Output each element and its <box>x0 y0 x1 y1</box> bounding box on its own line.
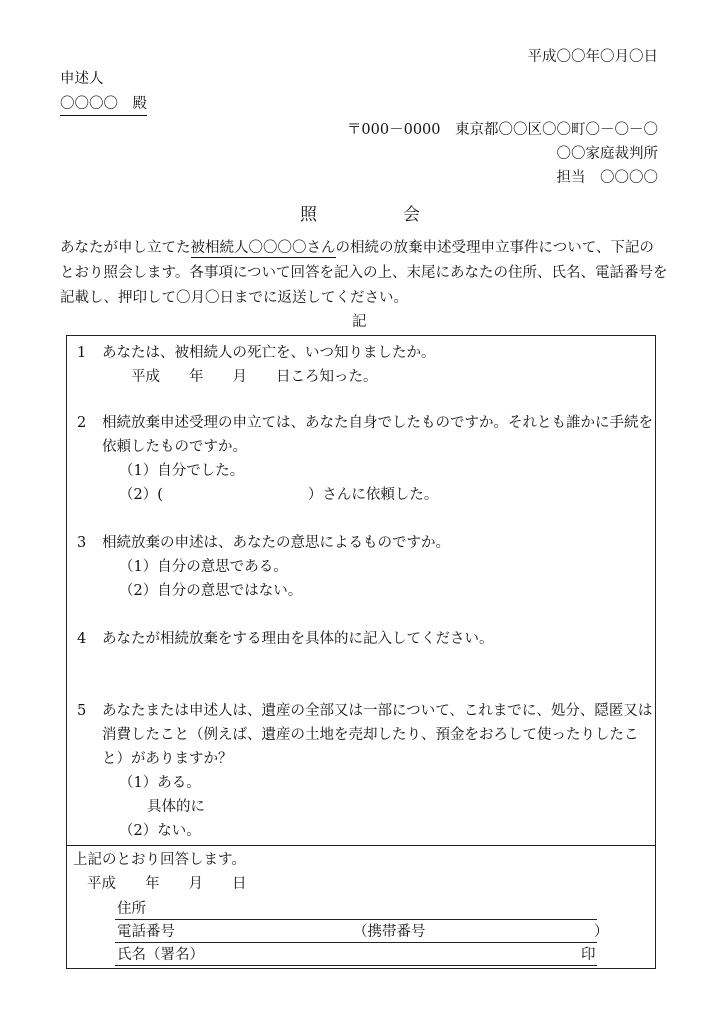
q5-text-3: と）がありますか？ <box>102 751 233 767</box>
reply-divider <box>67 845 655 846</box>
q3-option-1: （1）自分の意思である。 <box>119 559 288 575</box>
intro-pre: あなたが申し立てた <box>60 240 191 256</box>
reply-date: 平成 年 月 日 <box>87 876 247 892</box>
court-address: 〒000－0000 東京都〇〇区〇〇町〇－〇－〇 <box>346 122 658 138</box>
intro-line-1 <box>60 241 654 256</box>
q1-answer: 平成 年 月 日ころ知った。 <box>131 369 378 385</box>
q3-number: 3 <box>77 535 87 551</box>
q1-text: あなたは、被相続人の死亡を、いつ知りましたか。 <box>102 345 436 361</box>
q2-text-2: 依頼したものですか。 <box>102 439 247 455</box>
q2-number: 2 <box>77 415 87 431</box>
q5-option-1: （1）ある。 <box>119 775 201 791</box>
q5-specifics-label: 具体的に <box>147 799 205 815</box>
questions-box <box>66 335 656 969</box>
name-label: 氏名（署名） <box>117 947 204 963</box>
applicant-name: 〇〇〇〇 殿 <box>60 97 147 116</box>
applicant-label: 申述人 <box>60 71 104 87</box>
q4-number: 4 <box>77 631 87 647</box>
q5-text-1: あなたまたは申述人は、遺産の全部又は一部について、これまでに、処分、隠匿又は <box>102 703 653 719</box>
q5-option-2: （2）ない。 <box>119 823 201 839</box>
q5-text-2: 消費したこと（例えば、遺産の土地を売却したり、預金をおろして使ったりしたこ <box>102 727 639 743</box>
name-line <box>115 965 597 966</box>
document-date: 平成〇〇年〇月〇日 <box>527 49 658 65</box>
mobile-close: ） <box>594 924 609 940</box>
q3-option-2: （2）自分の意思ではない。 <box>119 583 303 599</box>
q2-option-2: （2）( ）さんに依頼した。 <box>119 487 439 503</box>
ki-heading: 記 <box>352 314 367 330</box>
mobile-label: （携帯番号 <box>353 924 426 940</box>
q5-number: 5 <box>77 703 87 719</box>
reply-statement: 上記のとおり回答します。 <box>73 852 246 868</box>
seal-mark: 印 <box>581 947 596 963</box>
page-title-char-1: 照 <box>300 205 317 225</box>
court-officer: 担当 〇〇〇〇 <box>556 170 658 186</box>
phone-label: 電話番号 <box>117 924 175 940</box>
court-name: 〇〇家庭裁判所 <box>556 146 658 162</box>
q1-number: 1 <box>77 345 87 361</box>
intro-post: の相続の放棄申述受理申立事件について、下記の <box>335 240 654 256</box>
intro-deceased: 被相続人〇〇〇〇さん <box>190 240 336 256</box>
page-title-char-2: 会 <box>403 205 420 225</box>
intro-line-2: とおり照会します。各事項について回答を記入の上、末尾にあなたの住所、氏名、電話番号を <box>60 265 668 281</box>
phone-line <box>115 942 597 943</box>
q3-text: 相続放棄の申述は、あなたの意思によるものですか。 <box>102 535 450 551</box>
q2-text-1: 相続放棄申述受理の申立ては、あなた自身でしたものですか。それとも誰かに手続を <box>102 415 653 431</box>
q2-option-1: （1）自分でした。 <box>119 463 245 479</box>
intro-line-3: 記載し、押印して〇月〇日までに返送してください。 <box>60 290 408 306</box>
address-label: 住所 <box>117 901 146 917</box>
address-line <box>115 919 597 920</box>
q4-text: あなたが相続放棄をする理由を具体的に記入してください。 <box>102 631 494 647</box>
